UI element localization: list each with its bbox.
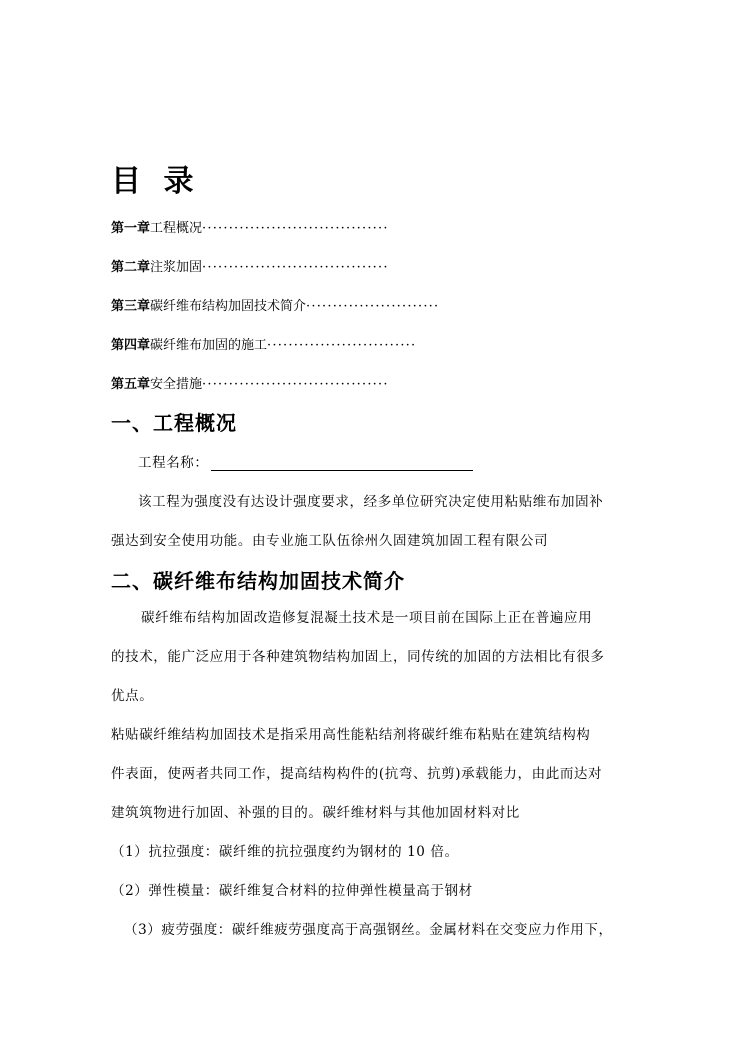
toc-leader: ··································· [202, 377, 389, 392]
toc-leader: ························· [306, 299, 440, 314]
toc-text: 安全措施 [150, 377, 203, 392]
toc-text: 注浆加固 [150, 260, 203, 275]
paragraph-line: 建筑筑物进行加固、补强的目的。碳纤维材料与其他加固材料对比 [111, 805, 520, 821]
toc-text: 碳纤维布加固的施工 [150, 338, 268, 353]
project-name-label: 工程名称： [138, 455, 209, 471]
list-item: （3）疲劳强度：碳纤维疲劳强度高于高强钢丝。金属材料在交变应力作用下， [124, 922, 613, 938]
toc-leader: ···························· [267, 338, 417, 353]
toc-item[interactable] [111, 256, 389, 275]
toc-leader: ··································· [202, 260, 389, 275]
toc-chapter: 第三章 [111, 299, 151, 314]
paragraph-line: 该工程为强度没有达设计强度要求，经多单位研究决定使用粘贴维布加固补 [138, 494, 604, 510]
paragraph-line: 碳纤维布结构加固改造修复混凝土技术是一项目前在国际上正在普遍应用 [141, 610, 593, 626]
toc-item[interactable] [111, 373, 389, 392]
paragraph-line: 优点。 [111, 688, 154, 704]
list-item: （1）抗拉强度：碳纤维的抗拉强度约为钢材的 10 倍。 [111, 844, 459, 860]
toc-title: 目 录 [111, 164, 200, 199]
list-item: （2）弹性模量：碳纤维复合材料的拉伸弹性模量高于钢材 [111, 883, 473, 899]
project-name-blank [211, 456, 473, 471]
paragraph-line: 件表面，使两者共同工作，提高结构构件的(抗弯、抗剪)承载能力，由此而达对 [111, 766, 603, 782]
toc-leader: ··································· [202, 221, 389, 236]
toc-item[interactable] [111, 295, 439, 314]
section-heading: 二、碳纤维布结构加固技术简介 [111, 569, 405, 593]
project-name-row [138, 451, 473, 471]
section-heading: 一、工程概况 [111, 411, 237, 435]
toc-chapter: 第四章 [111, 338, 151, 353]
paragraph-line: 粘贴碳纤维结构加固技术是指采用高性能粘结剂将碳纤维布粘贴在建筑结构构 [111, 727, 591, 743]
toc-chapter: 第五章 [111, 377, 151, 392]
toc-chapter: 第一章 [111, 221, 151, 236]
toc-item[interactable] [111, 217, 389, 236]
paragraph-line: 强达到安全使用功能。由专业施工队伍徐州久固建筑加固工程有限公司 [111, 533, 549, 549]
toc-item[interactable] [111, 334, 416, 353]
paragraph-line: 的技术，能广泛应用于各种建筑物结构加固上，同传统的加固的方法相比有很多 [111, 649, 605, 665]
toc-text: 碳纤维布结构加固技术简介 [150, 299, 307, 314]
toc-text: 工程概况 [150, 221, 203, 236]
toc-chapter: 第二章 [111, 260, 151, 275]
